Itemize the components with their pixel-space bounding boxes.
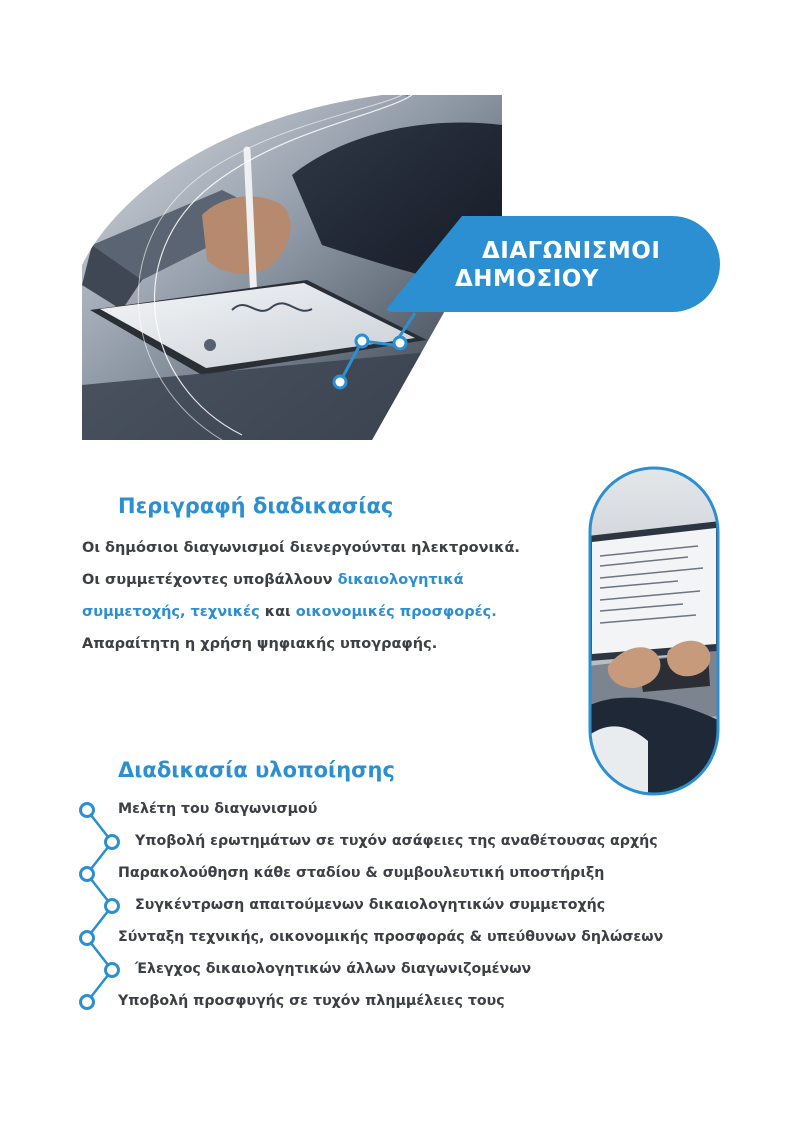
step-item-7: Υποβολή προσφυγής σε τυχόν πλημμέλειες τους	[118, 993, 505, 1009]
step-node-icon	[81, 804, 94, 817]
step-node-icon	[106, 964, 119, 977]
page-title-line-1: ΔΙΑΓΩΝΙΣΜΟΙ	[482, 238, 661, 264]
description-text: Οι συμμετέχοντες υποβάλλουν	[82, 572, 338, 588]
steps-connector-line	[70, 795, 130, 1015]
description-text: και	[259, 604, 296, 620]
step-node-icon	[81, 932, 94, 945]
description-line-1: Οι δημόσιοι διαγωνισμοί διενεργούνται ηλεκτρονικά.	[82, 540, 520, 556]
section-heading-implementation: Διαδικασία υλοποίησης	[118, 758, 395, 782]
section-heading-description: Περιγραφή διαδικασίας	[118, 494, 394, 518]
highlight-financial-offers: οικονομικές προσφορές.	[295, 604, 497, 620]
step-item-3: Παρακολούθηση κάθε σταδίου & συμβουλευτική υποστήριξη	[118, 865, 605, 881]
description-line-4: Απαραίτητη η χρήση ψηφιακής υπογραφής.	[82, 636, 438, 652]
side-photo-laptop-typing	[588, 466, 720, 796]
highlight-technical: συμμετοχής, τεχνικές	[82, 604, 260, 620]
description-line-2	[82, 572, 464, 588]
step-item-2: Υποβολή ερωτημάτων σε τυχόν ασάφειες της αναθέτουσας αρχής	[135, 833, 658, 849]
step-node-icon	[106, 900, 119, 913]
step-node-icon	[81, 996, 94, 1009]
page-title-line-2: ΔΗΜΟΣΙΟΥ	[455, 266, 599, 292]
step-node-icon	[81, 868, 94, 881]
step-item-6: Έλεγχος δικαιολογητικών άλλων διαγωνιζομένων	[135, 961, 532, 977]
step-item-1: Μελέτη του διαγωνισμού	[118, 801, 318, 817]
highlight-participation-documents: δικαιολογητικά	[337, 572, 464, 588]
description-line-3	[82, 604, 497, 620]
step-item-4: Συγκέντρωση απαιτούμενων δικαιολογητικών συμμετοχής	[135, 897, 606, 913]
step-node-icon	[106, 836, 119, 849]
step-item-5: Σύνταξη τεχνικής, οικονομικής προσφοράς & υπεύθυνων δηλώσεων	[118, 929, 664, 945]
